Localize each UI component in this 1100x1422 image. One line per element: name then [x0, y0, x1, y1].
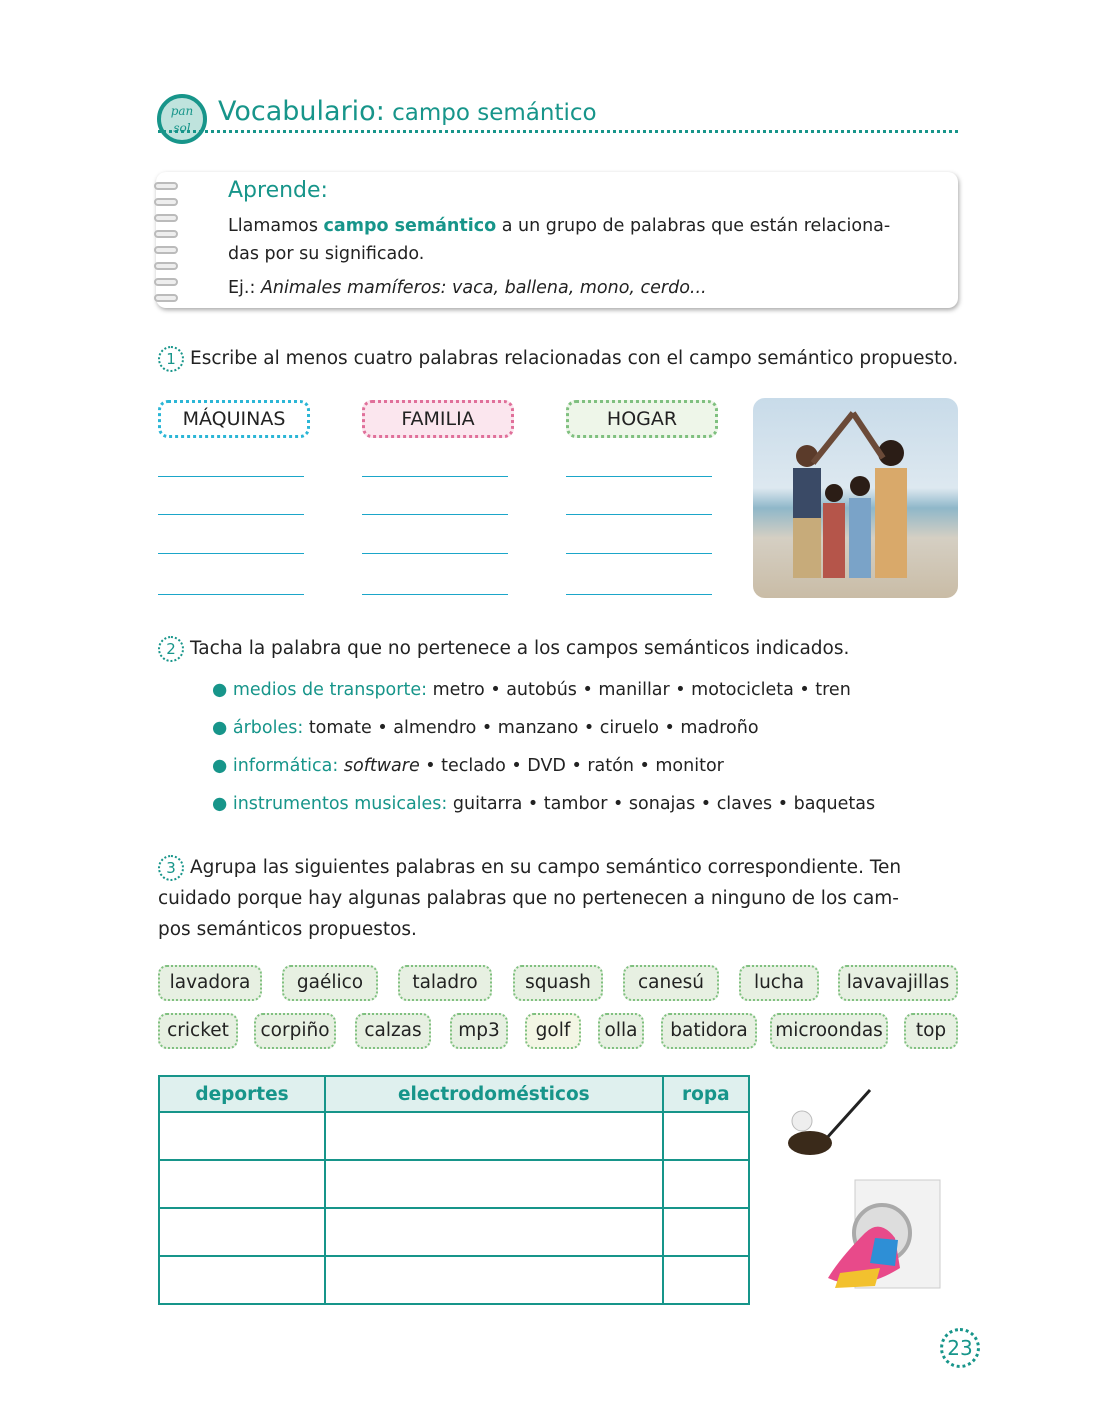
writing-line[interactable] [158, 594, 304, 595]
title-sub: campo semántico [384, 100, 597, 126]
writing-line[interactable] [566, 476, 712, 477]
instruction-text: Agrupa las siguientes palabras en su campo semántico correspondiente. Ten [190, 857, 902, 878]
word-tag: lavavajillas [838, 965, 958, 1001]
word-tag: gaélico [282, 965, 378, 1001]
item-italic-word: software [343, 756, 420, 776]
writing-line[interactable] [362, 476, 508, 477]
page-number: 23 [940, 1328, 980, 1368]
key-term: campo semántico [323, 216, 497, 236]
table-cell[interactable] [663, 1160, 749, 1208]
word-tag: cricket [158, 1013, 238, 1049]
writing-line[interactable] [566, 514, 712, 515]
aprende-box [156, 172, 958, 308]
table-cell[interactable] [159, 1208, 325, 1256]
ring-icon [154, 182, 178, 190]
classification-table [158, 1075, 750, 1305]
logo-text-1: pan [170, 104, 194, 118]
writing-line[interactable] [158, 476, 304, 477]
exercise-number: 3 [158, 855, 184, 881]
exercise-1-instruction [158, 346, 958, 372]
ring-icon [154, 278, 178, 286]
category-maquinas: MÁQUINAS [158, 400, 310, 438]
table-cell[interactable] [325, 1208, 663, 1256]
word-tag: canesú [623, 965, 719, 1001]
ring-icon [154, 198, 178, 206]
list-item: ● medios de transporte: metro • autobús • manillar • motocicleta • tren [212, 680, 851, 700]
word-tag: taladro [398, 965, 492, 1001]
page-title [218, 96, 597, 127]
writing-line[interactable] [158, 514, 304, 515]
washing-machine-image [820, 1178, 945, 1296]
item-label: árboles: [232, 718, 304, 738]
list-item: ● árboles: tomate • almendro • manzano • ciruelo • madroño [212, 718, 759, 738]
list-item: ● informática: software • teclado • DVD • ratón • monitor [212, 756, 724, 776]
writing-line[interactable] [362, 514, 508, 515]
word-tag: batidora [661, 1013, 757, 1049]
aprende-definition [228, 212, 928, 268]
word-tag: golf [525, 1013, 581, 1049]
pan-sol-logo [157, 94, 207, 144]
header-ropa: ropa [663, 1076, 749, 1112]
table-cell[interactable] [325, 1256, 663, 1304]
ring-icon [154, 246, 178, 254]
table-cell[interactable] [663, 1208, 749, 1256]
table-cell[interactable] [159, 1256, 325, 1304]
exercise-3-instruction [158, 852, 958, 945]
instruction-text: Escribe al menos cuatro palabras relacionadas con el campo semántico propuesto. [190, 348, 959, 369]
title-divider [158, 130, 958, 133]
golf-club-image [780, 1085, 875, 1160]
word-tag: olla [598, 1013, 644, 1049]
exercise-2-instruction [158, 636, 849, 662]
category-familia: FAMILIA [362, 400, 514, 438]
item-words: metro • autobús • manillar • motocicleta • tren [432, 680, 851, 700]
aprende-heading: Aprende: [228, 178, 328, 203]
word-tag: lucha [739, 965, 819, 1001]
exercise-number: 1 [158, 346, 184, 372]
word-tag: lavadora [158, 965, 262, 1001]
exercise-number: 2 [158, 636, 184, 662]
header-electrodomesticos: electrodomésticos [325, 1076, 663, 1112]
table-cell[interactable] [325, 1112, 663, 1160]
item-label: instrumentos musicales: [232, 794, 448, 814]
word-tag: microondas [770, 1013, 888, 1049]
table-cell[interactable] [325, 1160, 663, 1208]
writing-line[interactable] [158, 553, 304, 554]
word-tag: corpiño [254, 1013, 336, 1049]
word-tag: squash [513, 965, 603, 1001]
text: das por su significado. [228, 244, 425, 264]
word-tag: calzas [355, 1013, 431, 1049]
list-item: ● instrumentos musicales: guitarra • tambor • sonajas • claves • baquetas [212, 794, 876, 814]
family-beach-photo [753, 398, 958, 598]
item-words: guitarra • tambor • sonajas • claves • baquetas [452, 794, 876, 814]
family-illustration [753, 398, 958, 598]
table-cell[interactable] [159, 1112, 325, 1160]
example-text: Animales mamíferos: vaca, ballena, mono, cerdo... [260, 278, 707, 298]
aprende-example [228, 274, 928, 302]
text: a un grupo de palabras que están relaciona- [496, 216, 891, 236]
text: Llamamos [228, 216, 324, 236]
ring-icon [154, 294, 178, 302]
word-tag: top [904, 1013, 958, 1049]
word-tag: mp3 [450, 1013, 508, 1049]
ring-icon [154, 214, 178, 222]
writing-line[interactable] [362, 594, 508, 595]
header-deportes: deportes [159, 1076, 325, 1112]
logo-text-2: sol [173, 121, 191, 135]
instruction-text: cuidado porque hay algunas palabras que no pertenecen a ninguno de los cam- [158, 888, 899, 909]
item-words: • teclado • DVD • ratón • monitor [419, 756, 724, 776]
instruction-text: Tacha la palabra que no pertenece a los campos semánticos indicados. [190, 638, 850, 659]
writing-line[interactable] [566, 594, 712, 595]
ring-icon [154, 262, 178, 270]
table-cell[interactable] [159, 1160, 325, 1208]
title-main: Vocabulario: [218, 96, 385, 127]
category-hogar: HOGAR [566, 400, 718, 438]
item-words: tomate • almendro • manzano • ciruelo • madroño [308, 718, 759, 738]
writing-line[interactable] [566, 553, 712, 554]
example-label: Ej.: [228, 278, 261, 298]
item-label: informática: [232, 756, 339, 776]
item-label: medios de transporte: [232, 680, 427, 700]
ring-icon [154, 230, 178, 238]
table-cell[interactable] [663, 1112, 749, 1160]
instruction-text: pos semánticos propuestos. [158, 919, 417, 940]
writing-line[interactable] [362, 553, 508, 554]
table-cell[interactable] [663, 1256, 749, 1304]
